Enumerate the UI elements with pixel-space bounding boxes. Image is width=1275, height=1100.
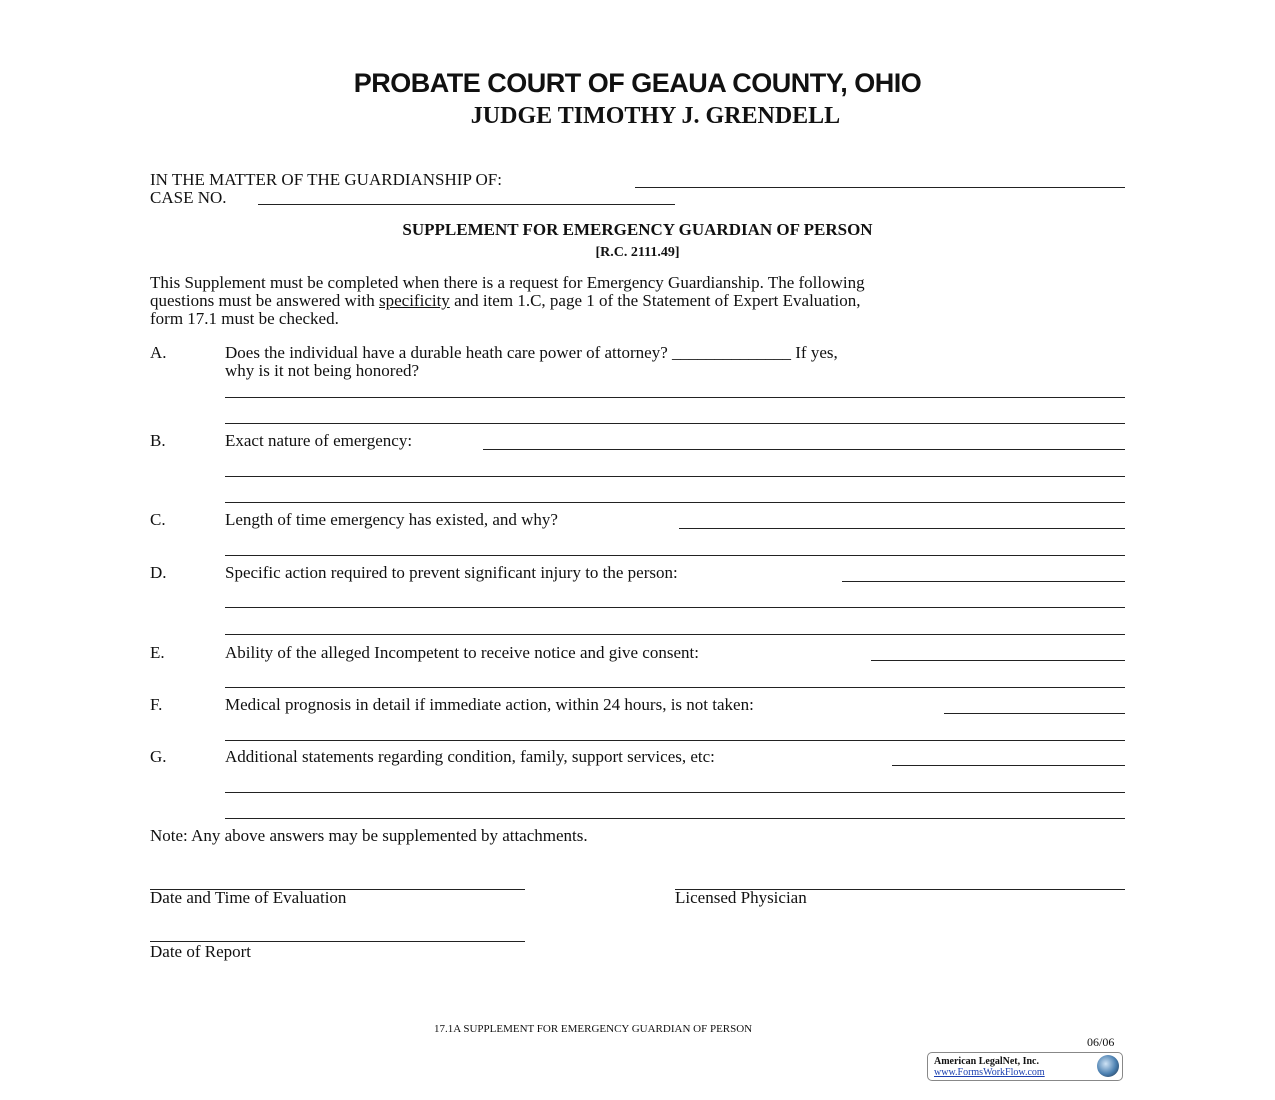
question-text: Specific action required to prevent significant injury to the person: [225,563,678,582]
answer-line[interactable] [225,555,1125,556]
physician-label: Licensed Physician [675,888,807,907]
case-number-field[interactable] [258,204,675,205]
matter-field[interactable] [635,187,1125,188]
question-text: Ability of the alleged Incompetent to receive notice and give consent: [225,643,699,662]
intro-emphasis: specificity [379,291,450,310]
answer-line[interactable] [871,660,1125,661]
answer-line[interactable] [225,740,1125,741]
question-text: Does the individual have a durable heath care power of attorney? ______________ If yes, [225,343,838,362]
answer-line[interactable] [225,607,1125,608]
date-report-label: Date of Report [150,942,252,961]
question-text: Length of time emergency has existed, and why? [225,510,558,529]
question-text: Exact nature of emergency: [225,431,413,450]
intro-line-3: form 17.1 must be checked. [150,309,339,328]
date-time-label: Date and Time of Evaluation [150,888,347,907]
answer-line[interactable] [679,528,1125,529]
intro-text: and item 1.C, page 1 of the Statement of Expert Evaluation, [449,291,861,310]
answer-line[interactable] [944,713,1125,714]
answer-line[interactable] [225,792,1125,793]
globe-icon [1097,1055,1119,1077]
answer-line[interactable] [225,634,1125,635]
question-text: Additional statements regarding condition, family, support services, etc: [225,747,715,766]
form-title: SUPPLEMENT FOR EMERGENCY GUARDIAN OF PERSON [402,220,873,239]
answer-line[interactable] [225,687,1125,688]
answer-line[interactable] [842,581,1125,582]
question-letter: D. [150,563,167,582]
question-letter: F. [150,695,163,714]
question-letter: E. [150,643,165,662]
footer-revision: 06/06 [1087,1035,1115,1049]
intro-text: questions must be answered with [150,291,379,310]
answer-line[interactable] [225,423,1125,424]
intro-line-1: This Supplement must be completed when there is a request for Emergency Guardianship. The following [150,273,865,292]
question-text: Medical prognosis in detail if immediate action, within 24 hours, is not taken: [225,695,754,714]
vendor-name: American LegalNet, Inc. [934,1056,1039,1067]
note: Note: Any above answers may be supplemented by attachments. [150,826,588,845]
question-letter: G. [150,747,167,766]
matter-label: IN THE MATTER OF THE GUARDIANSHIP OF: [150,170,502,189]
answer-line[interactable] [225,397,1125,398]
answer-line[interactable] [225,502,1125,503]
answer-line[interactable] [483,449,1125,450]
answer-line[interactable] [225,818,1125,819]
vendor-link[interactable]: www.FormsWorkFlow.com [934,1067,1045,1078]
answer-line[interactable] [225,476,1125,477]
intro-line-2 [150,292,861,310]
question-letter: C. [150,510,166,529]
judge-name: JUDGE TIMOTHY J. GRENDELL [470,103,841,129]
footer-form-name: 17.1A SUPPLEMENT FOR EMERGENCY GUARDIAN OF PERSON [434,1023,753,1035]
question-letter: A. [150,343,167,362]
statute-ref: [R.C. 2111.49] [595,245,680,260]
case-label: CASE NO. [150,188,227,207]
answer-line[interactable] [892,765,1125,766]
court-title: PROBATE COURT OF GEAUA COUNTY, OHIO [353,68,922,98]
question-letter: B. [150,431,166,450]
vendor-logo [927,1052,1123,1081]
question-text-cont: why is it not being honored? [225,361,420,380]
